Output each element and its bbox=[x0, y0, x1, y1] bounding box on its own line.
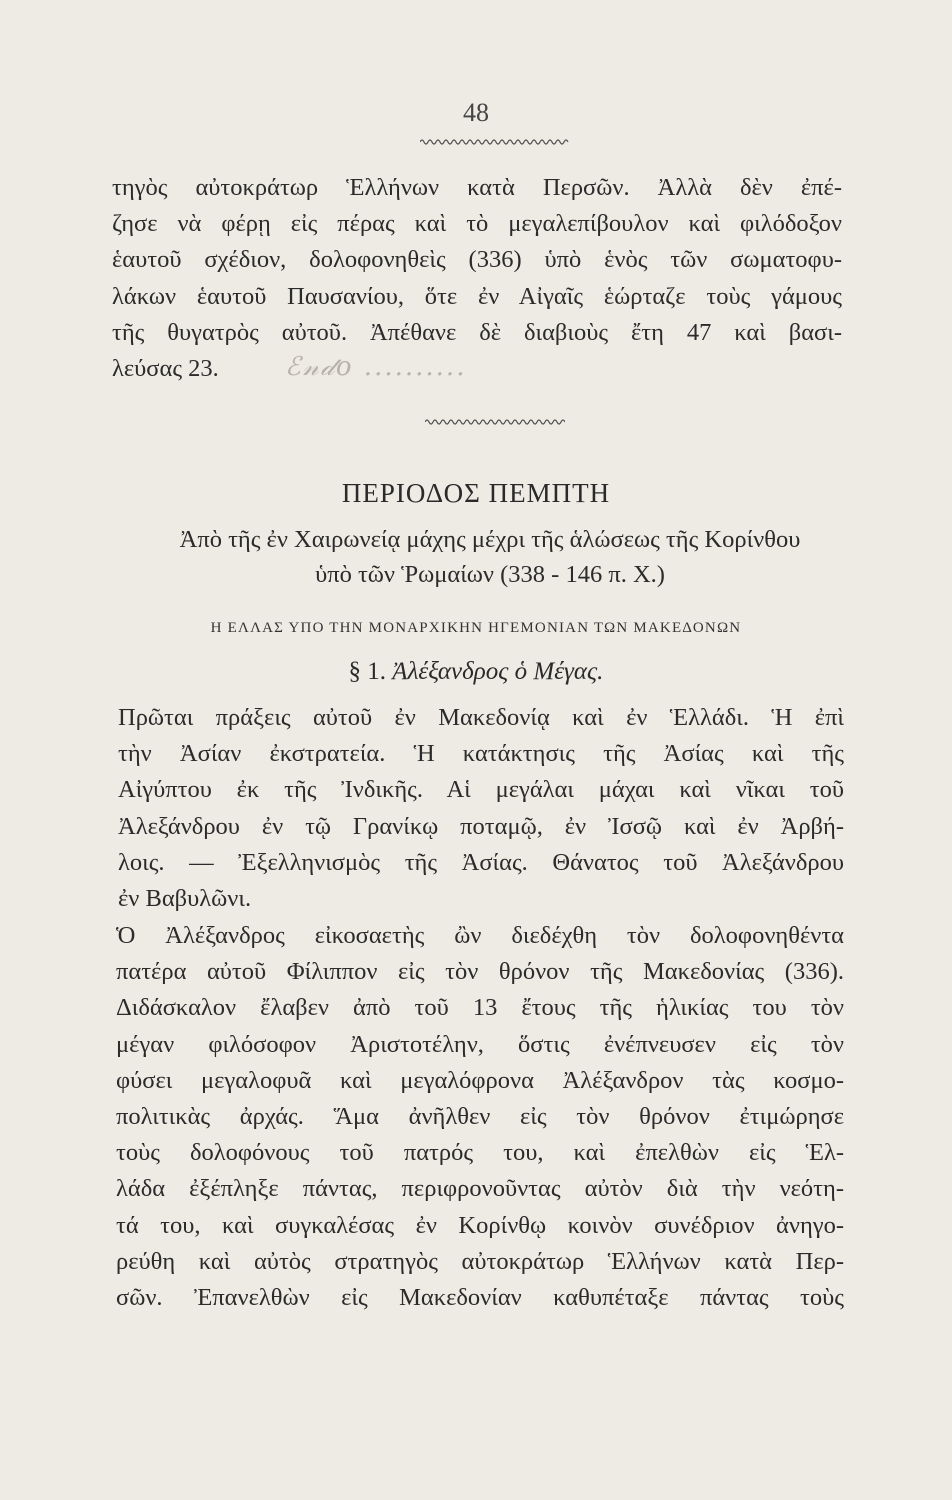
text-line: πολιτικὰς ἀρχάς. Ἅμα ἀνῆλθεν εἰς τὸν θρόνον ἐτιμώρησε bbox=[116, 1102, 844, 1130]
section-subtitle-line: Ἀπὸ τῆς ἐν Χαιρωνείᾳ μάχης μέχρι τῆς ἁλώσεως τῆς Κορίνθου bbox=[179, 526, 801, 553]
text-line: ἐν Βαβυλῶνι. bbox=[118, 884, 252, 912]
text-line: λοις. — Ἐξελληνισμὸς τῆς Ἀσίας. Θάνατος τοῦ Ἀλεξάνδρου bbox=[118, 848, 844, 876]
pencil-annotation: ℰ𝓃𝒹𝑜 .......... bbox=[285, 352, 467, 382]
text-line: πατέρα αὐτοῦ Φίλιππον εἰς τὸν θρόνον τῆς Μακεδονίας (336). bbox=[116, 958, 844, 986]
paragraph-heading-name: Ἀλέξανδρος ὁ Μέγας. bbox=[392, 658, 604, 685]
page-number: 48 bbox=[463, 98, 489, 127]
text-line: τοὺς δολοφόνους τοῦ πατρός του, καὶ ἐπελθὼν εἰς Ἑλ- bbox=[116, 1139, 844, 1167]
main-paragraph bbox=[116, 918, 844, 1316]
section-title: ΠΕΡΙΟΔΟΣ ΠΕΜΠΤΗ bbox=[341, 478, 611, 508]
text-line: λάκων ἑαυτοῦ Παυσανίου, ὅτε ἐν Αἰγαῖς ἑώρταζε τοὺς γάμους bbox=[112, 282, 842, 310]
section-ornament-rule bbox=[425, 418, 565, 426]
text-line: Πρῶται πράξεις αὐτοῦ ἐν Μακεδονίᾳ καὶ ἐν Ἑλλάδι. Ἡ ἐπὶ bbox=[118, 704, 844, 731]
text-line: τῆς θυγατρὸς αὐτοῦ. Ἀπέθανε δὲ διαβιοὺς ἔτη 47 καὶ βασι- bbox=[112, 318, 842, 346]
text-line: Ἀλεξάνδρου ἐν τῷ Γρανίκῳ ποταμῷ, ἐν Ἰσσῷ καὶ ἐν Ἀρβή- bbox=[118, 812, 844, 840]
text-line: τὴν Ἀσίαν ἐκστρατεία. Ἡ κατάκτησις τῆς Ἀσίας καὶ τῆς bbox=[118, 740, 844, 768]
text-line: λάδα ἐξέπληξε πάντας, περιφρονοῦντας αὐτὸν διὰ τὴν νεότη- bbox=[116, 1175, 844, 1203]
text-line: φύσει μεγαλοφυᾶ καὶ μεγαλόφρονα Ἀλέξανδρον τὰς κοσμο- bbox=[116, 1066, 844, 1094]
text-line: μέγαν φιλόσοφον Ἀριστοτέλην, ὅστις ἐνέπνευσεν εἰς τὸν bbox=[116, 1030, 844, 1058]
section-subtitle-line: ὑπὸ τῶν Ῥωμαίων (338 - 146 π. Χ.) bbox=[315, 561, 665, 588]
text-line: σῶν. Ἐπανελθὼν εἰς Μακεδονίαν καθυπέταξε πάντας τοὺς bbox=[116, 1283, 844, 1311]
text-line: τά του, καὶ συγκαλέσας ἐν Κορίνθῳ κοινὸν συνέδριον ἀνηγο- bbox=[116, 1211, 844, 1239]
text-line: Διδάσκαλον ἔλαβεν ἀπὸ τοῦ 13 ἔτους τῆς ἡλικίας του τὸν bbox=[116, 994, 844, 1022]
text-line: ἑαυτοῦ σχέδιον, δολοφονηθεὶς (336) ὑπὸ ἑνὸς τῶν σωματοφυ- bbox=[112, 246, 842, 274]
text-line: Αἰγύπτου ἐκ τῆς Ἰνδικῆς. Αἱ μεγάλαι μάχαι καὶ νῖκαι τοῦ bbox=[118, 776, 844, 804]
text-line: λεύσας 23. bbox=[112, 354, 219, 382]
text-line: Ὁ Ἀλέξανδρος εἰκοσαετὴς ὢν διεδέχθη τὸν δολοφονηθέντα bbox=[116, 922, 844, 949]
text-line: ζησε νὰ φέρῃ εἰς πέρας καὶ τὸ μεγαλεπίβουλον καὶ φιλόδοξον bbox=[112, 210, 842, 238]
paragraph-number: § 1. bbox=[348, 658, 387, 685]
text-line: ρεύθη καὶ αὐτὸς στρατηγὸς αὐτοκράτωρ Ἑλλήνων κατὰ Περ- bbox=[116, 1247, 844, 1275]
chapter-title: Η ΕΛΛΑΣ ΥΠΟ ΤΗΝ ΜΟΝΑΡΧΙΚΗΝ ΗΓΕΜΟΝΙΑΝ ΤΩΝ ΜΑΚΕΔΟΝΩΝ bbox=[210, 620, 742, 636]
opening-paragraph bbox=[112, 170, 842, 387]
paragraph-heading bbox=[0, 658, 952, 686]
text-line: τηγὸς αὐτοκράτωρ Ἑλλήνων κατὰ Περσῶν. Ἀλλὰ δὲν ἐπέ- bbox=[112, 174, 842, 201]
section-subtitle bbox=[130, 522, 850, 592]
top-ornament-rule bbox=[420, 138, 570, 146]
summary-paragraph bbox=[118, 700, 844, 917]
